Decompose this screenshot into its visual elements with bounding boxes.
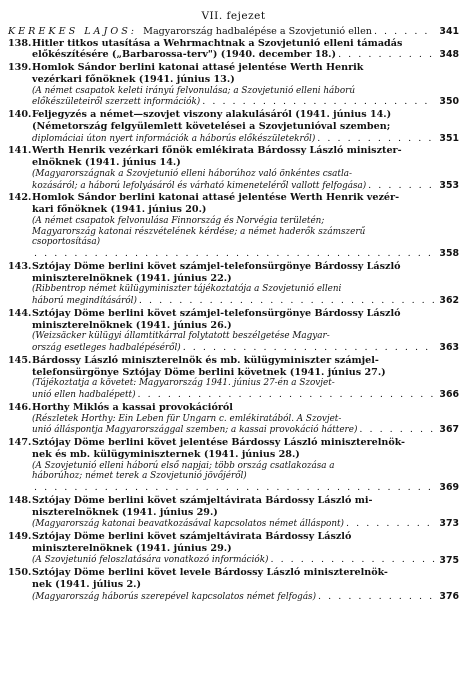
entry-title-line: Sztójay Döme berlini követ számjeltávirata Bárdossy László mi- bbox=[32, 494, 373, 506]
toc-entry bbox=[8, 308, 459, 354]
entry-number: 138. bbox=[8, 37, 32, 49]
entry-page-number: 369 bbox=[439, 482, 459, 494]
entry-note-line: Magyarország katonai részvételének kérdése; a német haderők számszerű bbox=[32, 226, 366, 237]
entry-title-line: Sztójay Döme berlini követ számjel-telefonsürgönye Bárdossy László bbox=[32, 260, 401, 272]
entry-title-line: Homlok Sándor berlini katonai attasé jelentése Werth Henrik bbox=[32, 62, 364, 74]
entry-page-number: 376 bbox=[439, 590, 459, 602]
entry-title-line: nek (1941. július 2.) bbox=[32, 578, 141, 590]
entry-note-line: (Magyarországnak a Szovjetunió elleni háborúhoz való önkéntes csatla- bbox=[32, 168, 352, 179]
entry-note-line: háborúhoz; német terek a Szovjetunió jövőjéről) bbox=[32, 471, 247, 482]
entry-number: 140. bbox=[8, 109, 32, 121]
entry-page-number: 353 bbox=[439, 179, 459, 191]
entry-note-line: (Magyarország háborús szerepével kapcsolatos német felfogás) bbox=[32, 591, 317, 602]
entry-number: 146. bbox=[8, 401, 32, 413]
entry-note-line: (Ribbentrop német külügyminiszter tájékoztatója a Szovjetunió elleni bbox=[32, 284, 342, 295]
entry-title-line: nek és mb. külügyminiszternek (1941. június 28.) bbox=[32, 448, 300, 460]
entry-title-line: miniszterelnöknek (1941. június 29.) bbox=[32, 542, 232, 554]
entry-number: 142. bbox=[8, 192, 32, 204]
entry-title-line: Hitler titkos utasítása a Wehrmachtnak a Szovjetunió elleni támadás bbox=[32, 37, 403, 49]
entry-page-number: 375 bbox=[439, 554, 459, 566]
toc-entry bbox=[8, 531, 459, 566]
entry-note-line: unió ellen hadbalépett) bbox=[32, 390, 136, 401]
entry-number: 148. bbox=[8, 494, 32, 506]
entry-title-line: előkészítésére („Barbarossa-terv") (1940. december 18.) bbox=[32, 49, 337, 61]
entry-note-line: ország esetleges hadbalépéséről) bbox=[32, 343, 181, 354]
entry-title-line: miniszterelnöknek (1941. június 22.) bbox=[32, 272, 232, 284]
entry-title-line: miniszterelnöknek (1941. június 26.) bbox=[32, 319, 232, 331]
entry-title-line: Horthy Miklós a kassai provokációról bbox=[32, 401, 233, 413]
entry-title-line: niszterelnöknek (1941. június 29.) bbox=[32, 506, 218, 518]
entry-page-number: 373 bbox=[439, 518, 459, 530]
entry-note-line: (A német csapatok keleti irányú felvonulása; a Szovjetunió elleni háború bbox=[32, 85, 356, 96]
entry-note-line: (A Szovjetunió feloszlatására vonatkozó információk) bbox=[32, 555, 269, 566]
toc-entry bbox=[8, 38, 459, 61]
entry-note-line: (A német csapatok felvonulása Finnország és Norvégia területén; bbox=[32, 215, 325, 226]
intro-author: KEREKES LAJOS: bbox=[8, 26, 138, 37]
entry-page-number: 366 bbox=[439, 389, 459, 401]
entry-number: 147. bbox=[8, 437, 32, 449]
entry-note-line: csoportosítása) bbox=[32, 237, 100, 248]
entry-note-line: (Weizsäcker külügyi államtitkárral folytatott beszélgetése Magyar- bbox=[32, 331, 330, 342]
entry-title-line: Bárdossy László miniszterelnök és mb. külügyminiszter számjel- bbox=[32, 354, 379, 366]
entry-page-number: 358 bbox=[439, 248, 459, 260]
entry-note-line: (Magyarország katonai beavatkozásával kapcsolatos német álláspont) bbox=[32, 519, 344, 530]
entry-number: 144. bbox=[8, 307, 32, 319]
entry-number: 139. bbox=[8, 62, 32, 74]
entry-title-line: Sztójay Döme berlini követ számjeltávirata Bárdossy László bbox=[32, 531, 352, 543]
toc-entry bbox=[8, 437, 459, 494]
toc-entry bbox=[8, 402, 459, 436]
entry-title-line: Sztójay Döme berlini követ számjel-telefonsürgönye Bárdossy László bbox=[32, 307, 401, 319]
entry-note-line: diplomáciai úton nyert információk a háborús előkészületekről) bbox=[32, 133, 316, 144]
entry-number: 145. bbox=[8, 354, 32, 366]
toc-entry bbox=[8, 261, 459, 307]
toc-entry bbox=[8, 567, 459, 602]
entry-note-line: (Részletek Horthy: Ein Leben für Ungarn c. emlékiratából. A Szovjet- bbox=[32, 413, 342, 424]
toc-entry-list bbox=[8, 38, 459, 603]
entry-title-line: Werth Henrik vezérkari főnök emlékirata Bárdossy László miniszter- bbox=[32, 145, 402, 157]
toc-entry bbox=[8, 145, 459, 191]
entry-title-line: elnöknek (1941. június 14.) bbox=[32, 157, 181, 169]
entry-title-line: Homlok Sándor berlini katonai attasé jelentése Werth Henrik vezér- bbox=[32, 192, 400, 204]
entry-number: 141. bbox=[8, 145, 32, 157]
toc-entry bbox=[8, 109, 459, 144]
entry-note-line: előkészületeiről szerzett információk) bbox=[32, 97, 201, 108]
entry-title-line: Sztójay Döme berlini követ jelentése Bárdossy László miniszterelnök- bbox=[32, 437, 406, 449]
entry-number: 150. bbox=[8, 567, 32, 579]
entry-page-number: 367 bbox=[439, 424, 459, 436]
intro-title: Magyarország hadbalépése a Szovjetunió ellen bbox=[143, 26, 372, 37]
chapter-heading: VII. fejezet bbox=[201, 10, 266, 22]
toc-entry bbox=[8, 495, 459, 530]
entry-page-number: 351 bbox=[439, 132, 459, 144]
entry-title-line: Sztójay Döme berlini követ levele Bárdossy László miniszterelnök- bbox=[32, 567, 388, 579]
toc-entry bbox=[8, 192, 459, 260]
toc-intro-entry bbox=[8, 26, 459, 38]
entry-title-line: (Németország felgyülemlett követelései a Szovjetunióval szemben; bbox=[32, 120, 391, 132]
entry-title-line: Feljegyzés a német—szovjet viszony alakulásáról (1941. június 14.) bbox=[32, 109, 392, 121]
entry-page-number: 363 bbox=[439, 342, 459, 354]
entry-title-line: kari főnöknek (1941. június 20.) bbox=[32, 204, 207, 216]
entry-number: 149. bbox=[8, 531, 32, 543]
entry-number: 143. bbox=[8, 260, 32, 272]
entry-page-number: 348 bbox=[439, 49, 459, 61]
entry-page-number: 350 bbox=[439, 96, 459, 108]
entry-note-line: unió álláspontja Magyarországgal szemben; a kassai provokáció háttere) bbox=[32, 425, 358, 436]
entry-page-number: 362 bbox=[439, 295, 459, 307]
entry-title-line: telefonsürgönye Sztójay Döme berlini követnek (1941. június 27.) bbox=[32, 366, 386, 378]
entry-note-line: (A Szovjetunió elleni háború első napjai; több ország csatlakozása a bbox=[32, 460, 335, 471]
intro-page-number: 341 bbox=[439, 26, 459, 37]
entry-title-line: vezérkari főnöknek (1941. június 13.) bbox=[32, 73, 235, 85]
toc-entry bbox=[8, 355, 459, 401]
entry-note-line: kozásáról; a háború lefolyásáról és várható kimeneteléről vallott felfogása) bbox=[32, 180, 367, 191]
entry-note-line: (Tájékoztatja a követet: Magyarország 1941. június 27-én a Szovjet- bbox=[32, 378, 335, 389]
entry-note-line: háború megindításáról) bbox=[32, 296, 137, 307]
toc-entry bbox=[8, 62, 459, 108]
